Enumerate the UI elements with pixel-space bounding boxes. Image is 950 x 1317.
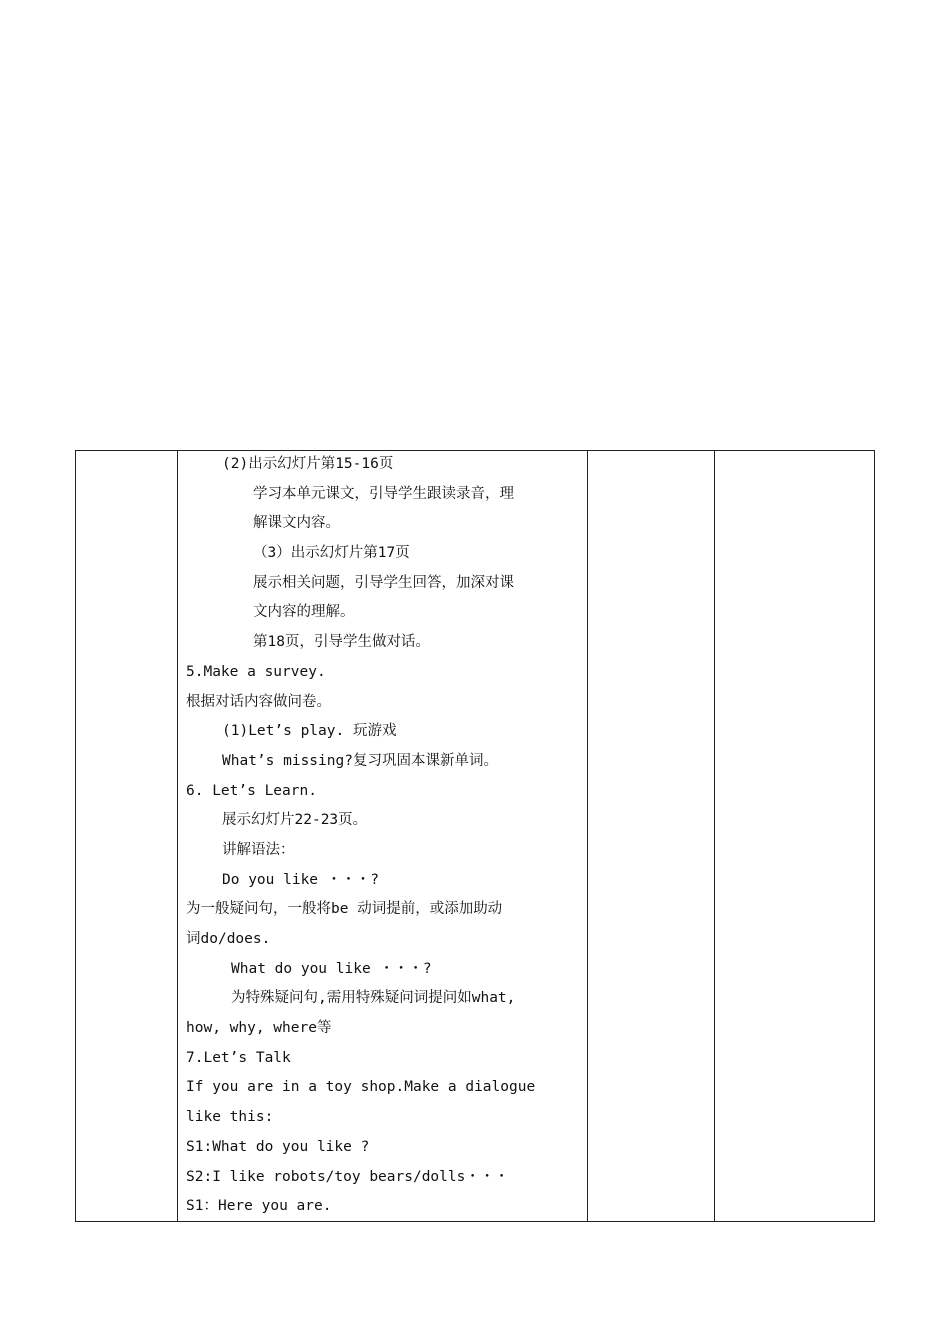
text-line: 解课文内容。	[253, 515, 340, 532]
text-line: 展示相关问题，引导学生回答，加深对课	[253, 574, 514, 591]
text-line: (2)出示幻灯片第15-16页	[222, 456, 394, 472]
text-line: (1)Let’s play. 玩游戏	[222, 723, 397, 740]
text-line: 为一般疑问句，一般将be 动词提前，或添加助动	[186, 901, 503, 918]
text-line: 讲解语法：	[222, 841, 295, 858]
text-line: 展示幻灯片22-23页。	[222, 812, 368, 829]
text-line: 学习本单元课文，引导学生跟读录音，理	[253, 485, 514, 502]
text-line: What do you like ・・・?	[231, 960, 432, 977]
text-line: S1：Here you are.	[186, 1198, 332, 1215]
text-line: 词do/does.	[186, 931, 271, 947]
text-line: 7.Let’s Talk	[186, 1049, 291, 1066]
column-divider	[587, 451, 588, 1221]
text-line: If you are in a toy shop.Make a dialogue	[186, 1079, 536, 1096]
teaching-steps-cell	[186, 450, 581, 1222]
text-line: Do you like ・・・?	[222, 871, 379, 888]
text-line: 根据对话内容做问卷。	[186, 693, 331, 710]
column-divider	[714, 451, 715, 1221]
text-line: 文内容的理解。	[253, 604, 355, 621]
text-line: 5.Make a survey.	[186, 663, 326, 680]
text-line: 为特殊疑问句,需用特殊疑问词提问如what,	[231, 990, 516, 1007]
text-line: 6. Let’s Learn.	[186, 782, 317, 799]
text-line: S2:I like robots/toy bears/dolls・・・	[186, 1168, 509, 1185]
text-line: 第18页，引导学生做对话。	[253, 634, 430, 651]
text-line: What’s missing?复习巩固本课新单词。	[222, 752, 498, 769]
text-line: like this:	[186, 1109, 274, 1126]
text-line: how, why, where等	[186, 1020, 332, 1037]
text-line: （3）出示幻灯片第17页	[253, 545, 410, 562]
text-line: S1:What do you like ?	[186, 1138, 370, 1155]
column-divider	[177, 451, 178, 1221]
